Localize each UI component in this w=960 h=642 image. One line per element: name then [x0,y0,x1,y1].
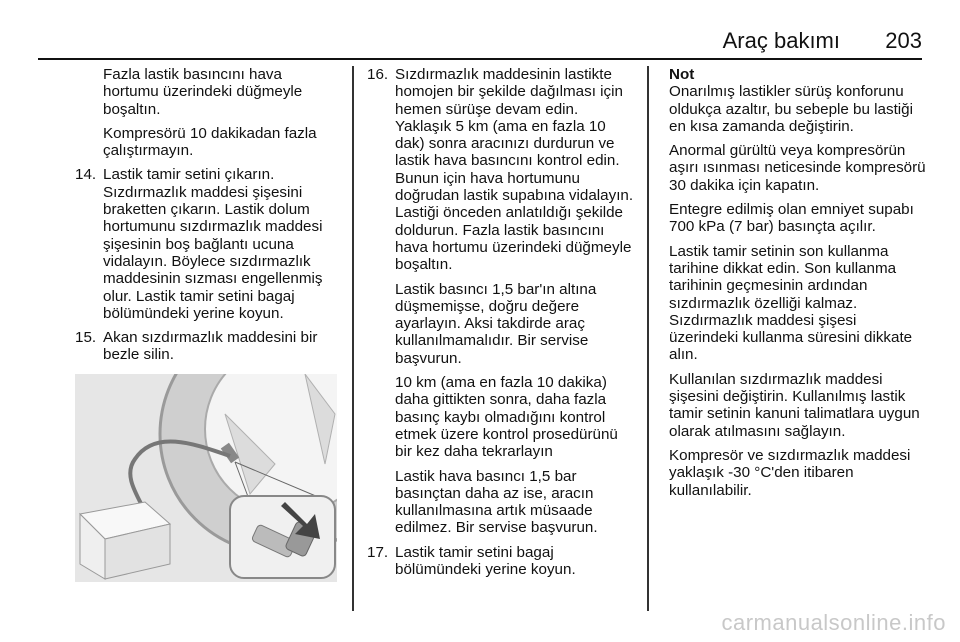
step-17 [367,544,637,579]
watermark: carmanualsonline.info [721,610,946,635]
step-14 [75,166,340,322]
intro-paragraph-1: Fazla lastik basıncını hava hortumu üzerindeki düğmeyle boşaltın. [103,66,303,118]
tyre-repair-illustration [75,374,337,582]
step-16-paragraph-4: Lastik hava basıncı 1,5 bar basınçtan daha az ise, aracın kullanılmasına artık müsaade edilmez. Bir servise başvurun. [395,467,598,537]
column-divider-2 [647,66,649,611]
note-title: Not [669,66,695,83]
page-number: 203 [885,28,922,53]
step-text: Lastik tamir setini bagaj bölümündeki yerine koyun. [395,543,576,579]
step-number: 15. [75,329,97,347]
note-paragraph-4: Lastik tamir setinin son kullanma tarihine dikkat edin. Son kullanma tarihinin geçmesinin ardından sızdırmazlık özelliği kalmaz. Sızdırmazlık maddesi şişesi üzerindeki kullanma süresini dikkate alın. [669,242,913,364]
step-text: Akan sızdırmazlık maddesini bir bezle silin. [103,329,318,364]
column-middle [367,66,637,585]
intro-paragraph-2: Kompresörü 10 dakikadan fazla çalıştırmayın. [103,124,317,160]
step-16-paragraph-2: Lastik basıncı 1,5 bar'ın altına düşmemişse, doğru değere ayarlayın. Aksi takdirde araç kullanılmamalıdır. Bir servise başvurun. [395,280,597,367]
step-number: 16. [367,66,389,83]
step-16-paragraph-3: 10 km (ama en fazla 10 dakika) daha gittikten sonra, daha fazla basınç kaybı olmadığını kontrol etmek üzere kontrol prosedürünü bir kez daha tekrarlayın [395,374,618,461]
step-16-paragraph-1: Sızdırmazlık maddesinin lastikte homojen bir şekilde dağılması için hemen sürüşe devam edin. Yaklaşık 5 km (ama en fazla 10 dak) sonra aracınızı durdurun ve lastik hava basıncını kontrol edin. Bunun için hava hortumunu doğrudan lastik supabına vidalayın. Lastiği önceden anlatıldığı şekilde doldurun. Fazla lastik basıncını hava hortumu üzerindeki düğmeyle boşaltın. [395,66,634,274]
step-16 [367,66,637,537]
column-left [75,66,340,371]
column-divider-1 [352,66,354,611]
note-paragraph-1: Onarılmış lastikler sürüş konforunu oldukça azaltır, bu sebeple bu lastiği en kısa zamanda değiştirin. [669,83,914,135]
step-number: 14. [75,166,97,184]
step-15 [75,329,340,364]
note-paragraph-6: Kompresör ve sızdırmazlık maddesi yaklaşık -30 °C'den itibaren kullanılabilir. [669,446,911,499]
note-paragraph-5: Kullanılan sızdırmazlık maddesi şişesini değiştirin. Kullanılmış lastik tamir setinin kanuni talimatlara uygun olarak atılmasını sağlayın. [669,370,920,440]
column-right [669,66,929,506]
step-text: Lastik tamir setini çıkarın. Sızdırmazlık maddesi şişesini braketten çıkarın. Lastik dolum hortumunu sızdırmazlık maddesi şişesinin boş bağlantı ucuna vidalayın. Böylece sızdırmazlık maddesinin sızması engellenmiş olur. Lastik tamir setini bagaj bölümündeki yerine koyun. [103,166,323,322]
section-title: Araç bakımı [722,28,840,53]
note-paragraph-3: Entegre edilmiş olan emniyet supabı 700 kPa (7 bar) basınçta açılır. [669,201,914,236]
step-number: 17. [367,543,389,561]
tyre-hose-drawing [75,374,337,582]
page-header [38,30,922,60]
note-paragraph-2: Anormal gürültü veya kompresörün aşırı ısınması neticesinde kompresörü 30 dakika için kapatın. [669,142,926,194]
